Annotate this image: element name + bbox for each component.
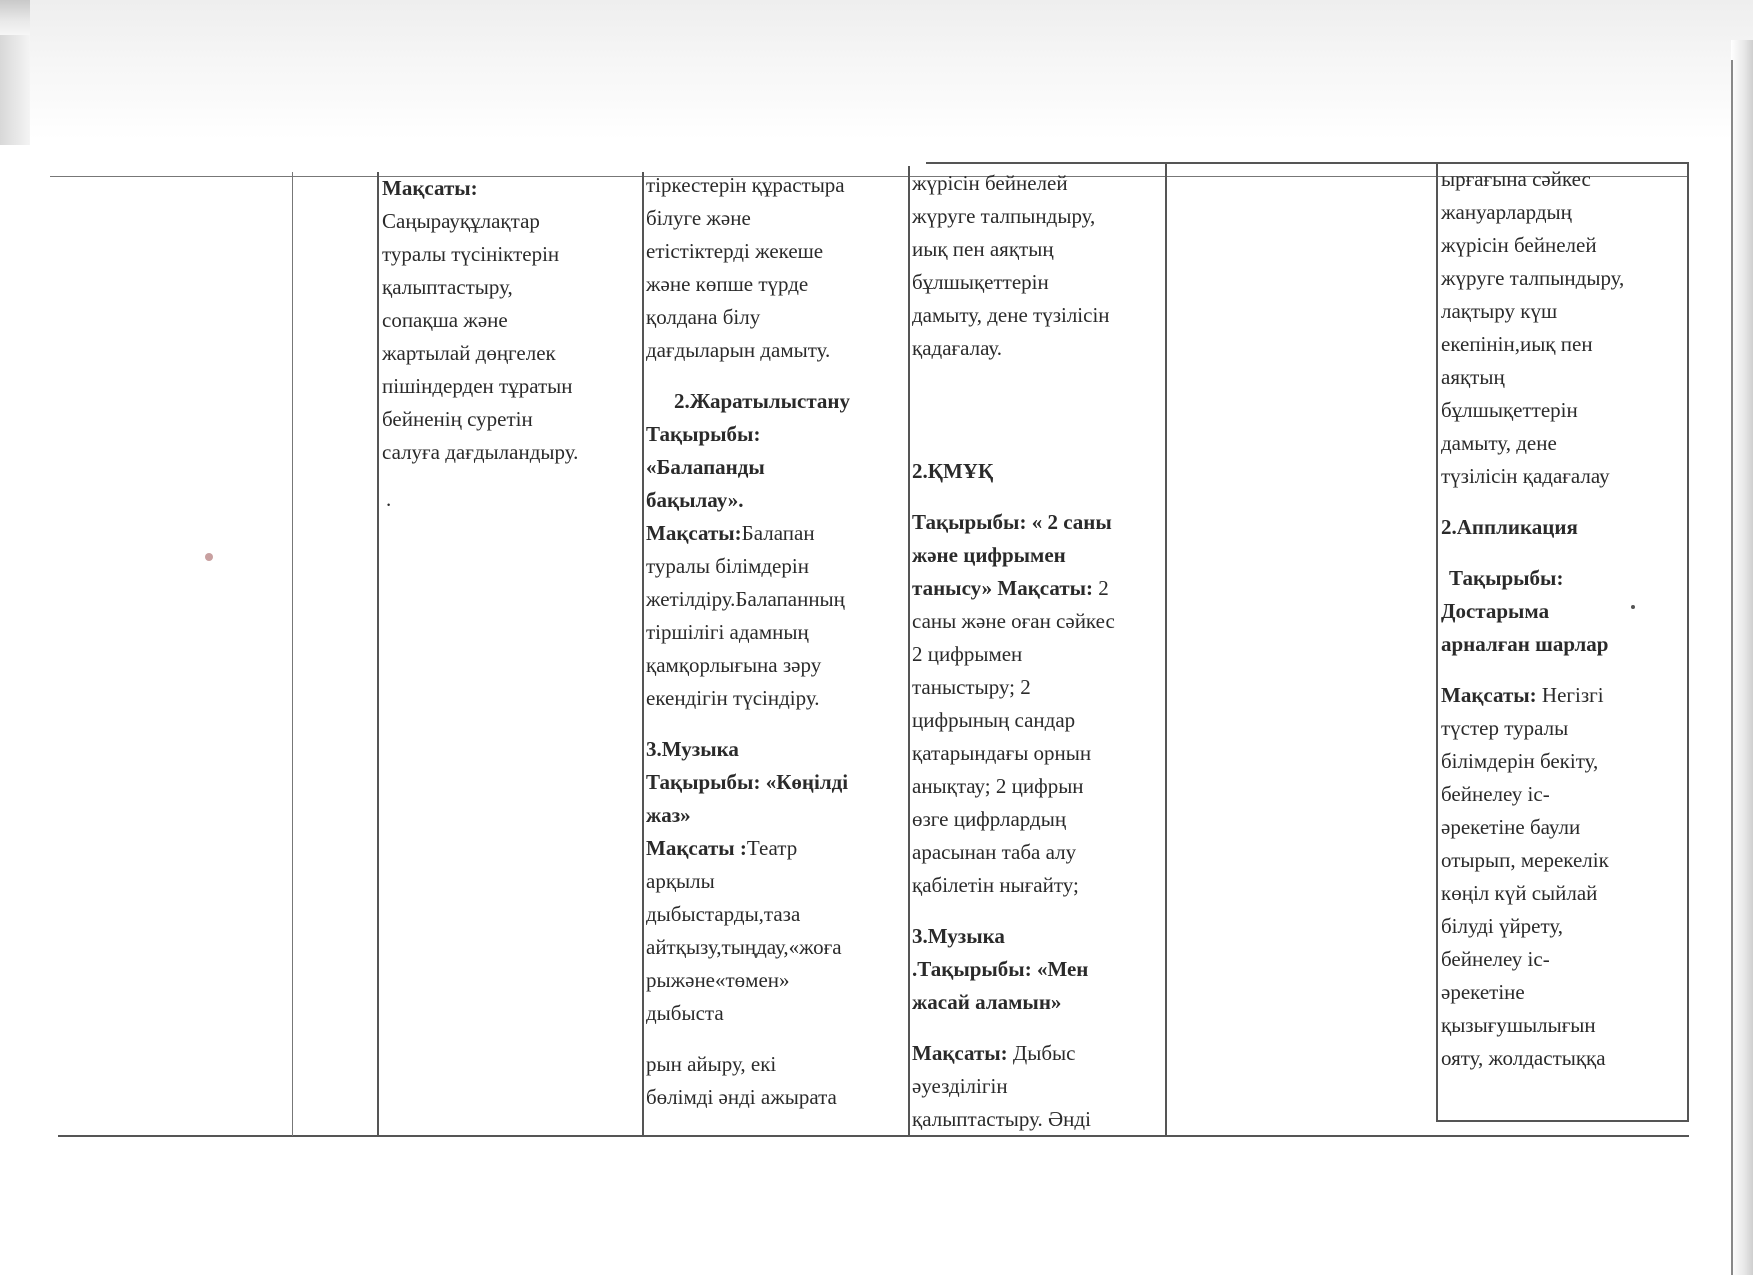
text-line: түстер туралы bbox=[1441, 716, 1569, 740]
topic-line: бақылау». bbox=[646, 488, 744, 512]
text-line: білімдерін бекіту, bbox=[1441, 749, 1599, 773]
section-heading: 3.Музыка bbox=[646, 737, 739, 761]
text-line: туралы білімдерін bbox=[646, 554, 809, 578]
stray-dot: . bbox=[386, 487, 392, 511]
text-line: ырғағына сәйкес bbox=[1441, 167, 1591, 191]
text-line: лақтыру күш bbox=[1441, 299, 1558, 323]
text-line: қадағалау. bbox=[912, 336, 1003, 360]
text-line: анықтау; 2 цифрын bbox=[912, 774, 1084, 798]
scan-right-line bbox=[1731, 60, 1733, 1275]
text-line: қалыптастыру. Әнді bbox=[912, 1107, 1091, 1131]
text-line: ояту, жолдастыққа bbox=[1441, 1046, 1606, 1070]
text-line: жүрісін бейнелей bbox=[912, 171, 1068, 195]
topic-label: Тақырыбы: bbox=[646, 422, 761, 446]
text-line: қабілетін нығайту; bbox=[912, 873, 1079, 897]
topic-label: Тақырыбы: bbox=[1449, 566, 1564, 590]
column-divider bbox=[642, 172, 644, 1136]
column-7-text bbox=[1441, 163, 1624, 1075]
section-heading: 2.Жаратылыстану bbox=[674, 389, 851, 413]
topic-line: Тақырыбы: « 2 саны bbox=[912, 510, 1112, 534]
topic-line: Достарыма bbox=[1441, 599, 1550, 623]
section-heading: 2.Аппликация bbox=[1441, 515, 1578, 539]
goal-text: Дыбыс bbox=[1007, 1041, 1076, 1065]
text-line: қызығушылығын bbox=[1441, 1013, 1596, 1037]
text-line: жүруге талпындыру, bbox=[1441, 266, 1625, 290]
goal-label: Мақсаты : bbox=[646, 836, 747, 860]
text-line: дыбыстарды,таза bbox=[646, 902, 801, 926]
text-line: пішіндерден тұратын bbox=[382, 374, 573, 398]
text-line: жетілдіру.Балапанның bbox=[646, 587, 845, 611]
text-line: аяқтың bbox=[1441, 365, 1505, 389]
text-line: иық пен аяқтың bbox=[912, 237, 1054, 261]
scan-speck bbox=[1631, 605, 1635, 609]
goal-label: Мақсаты: bbox=[912, 1041, 1008, 1065]
table-bottom-border-right bbox=[1436, 1120, 1689, 1122]
text-line: қатарындағы орнын bbox=[912, 741, 1092, 765]
text-line: сопақша және bbox=[382, 308, 508, 332]
text-line: әрекетіне баули bbox=[1441, 815, 1581, 839]
text-line: салуға дағдыландыру. bbox=[382, 440, 579, 464]
goal-label: Мақсаты: bbox=[1441, 683, 1537, 707]
text-line: 2 цифрымен bbox=[912, 642, 1023, 666]
text-line: дағдыларын дамыту. bbox=[646, 338, 831, 362]
text-line: көңіл күй сыйлай bbox=[1441, 881, 1598, 905]
text-line: дыбыста bbox=[646, 1001, 724, 1025]
goal-text: Негізгі bbox=[1536, 683, 1604, 707]
text-line: тіркестерін құрастыра bbox=[646, 173, 845, 197]
text-line: арасынан таба алу bbox=[912, 840, 1077, 864]
topic-line: және цифрымен bbox=[912, 543, 1066, 567]
column-divider bbox=[292, 172, 293, 1136]
text-line: бөлімді әнді ажырата bbox=[646, 1085, 837, 1109]
topic-line: арналған шарлар bbox=[1441, 632, 1609, 656]
goal-line bbox=[912, 1037, 1115, 1070]
text-line: туралы түсініктерін bbox=[382, 242, 560, 266]
scan-right-edge bbox=[1731, 40, 1753, 1275]
topic-line: жасай аламын» bbox=[912, 990, 1062, 1014]
text-line: өзге цифрлардың bbox=[912, 807, 1067, 831]
goal-text: Театр bbox=[746, 836, 798, 860]
goal-line bbox=[646, 517, 850, 550]
text-line: бұлшықеттерін bbox=[912, 270, 1049, 294]
column-divider bbox=[377, 172, 379, 1136]
text-line: арқылы bbox=[646, 869, 715, 893]
text-line: цифрының сандар bbox=[912, 708, 1076, 732]
text-line: жүрісін бейнелей bbox=[1441, 233, 1597, 257]
text-line: бейнелеу іс- bbox=[1441, 782, 1550, 806]
goal-text: Балапан bbox=[741, 521, 815, 545]
goal-line bbox=[646, 832, 850, 865]
goal-label: Мақсаты: bbox=[646, 521, 742, 545]
text-line: бейненің суретін bbox=[382, 407, 533, 431]
text-line: әуезділігін bbox=[912, 1074, 1008, 1098]
text-line: етістіктерді жекеше bbox=[646, 239, 824, 263]
table-bottom-border bbox=[58, 1135, 1689, 1137]
column-divider bbox=[1165, 164, 1167, 1136]
goal-line bbox=[912, 572, 1115, 605]
scan-paper-fold bbox=[30, 0, 1753, 140]
column-divider bbox=[908, 166, 910, 1136]
column-3-text bbox=[382, 172, 578, 516]
text-line: бейнелеу іс- bbox=[1441, 947, 1550, 971]
text-line: екепінін,иық пен bbox=[1441, 332, 1593, 356]
column-5-text bbox=[912, 167, 1115, 1136]
text-line: дамыту, дене түзілісін bbox=[912, 303, 1110, 327]
topic-line: танысу» Мақсаты: bbox=[912, 576, 1094, 600]
section-heading: 3.Музыка bbox=[912, 924, 1005, 948]
topic-line: жаз» bbox=[646, 803, 691, 827]
text-line: және көпше түрде bbox=[646, 272, 809, 296]
column-divider bbox=[1687, 162, 1689, 1122]
text-line: рыжәне«төмен» bbox=[646, 968, 790, 992]
text-line: рын айыру, екі bbox=[646, 1052, 777, 1076]
text-line: әрекетіне bbox=[1441, 980, 1525, 1004]
text-line: жүруге талпындыру, bbox=[912, 204, 1096, 228]
text-line: жануарлардың bbox=[1441, 200, 1572, 224]
text-line: айтқызу,тыңдау,«жоға bbox=[646, 935, 842, 959]
topic-line: .Тақырыбы: «Мен bbox=[912, 957, 1089, 981]
scan-left-shadow bbox=[0, 35, 30, 145]
text-line: түзілісін қадағалау bbox=[1441, 464, 1610, 488]
text-line: Саңырауқұлақтар bbox=[382, 209, 540, 233]
column-4-text bbox=[646, 169, 850, 1114]
topic-line: Тақырыбы: «Көңілді bbox=[646, 770, 849, 794]
text-line: қамқорлығына зәру bbox=[646, 653, 822, 677]
text-line: қолдана білу bbox=[646, 305, 761, 329]
goal-line bbox=[1441, 679, 1624, 712]
text-line: таныстыру; 2 bbox=[912, 675, 1031, 699]
text-line: саны және оған сәйкес bbox=[912, 609, 1115, 633]
text-line: жартылай дөңгелек bbox=[382, 341, 556, 365]
text-line: екендігін түсіндіру. bbox=[646, 686, 820, 710]
text-line: дамыту, дене bbox=[1441, 431, 1557, 455]
goal-text: 2 bbox=[1093, 576, 1109, 600]
text-line: білуді үйрету, bbox=[1441, 914, 1564, 938]
text-line: білуге және bbox=[646, 206, 751, 230]
text-line: бұлшықеттерін bbox=[1441, 398, 1578, 422]
text-line: қалыптастыру, bbox=[382, 275, 513, 299]
column-divider bbox=[1436, 162, 1438, 1122]
scan-speck bbox=[205, 553, 213, 561]
goal-label: Мақсаты: bbox=[382, 176, 478, 200]
text-line: тіршілігі адамның bbox=[646, 620, 809, 644]
text-line: отырып, мерекелік bbox=[1441, 848, 1609, 872]
topic-line: «Балапанды bbox=[646, 455, 765, 479]
section-heading: 2.ҚМҰҚ bbox=[912, 459, 994, 483]
